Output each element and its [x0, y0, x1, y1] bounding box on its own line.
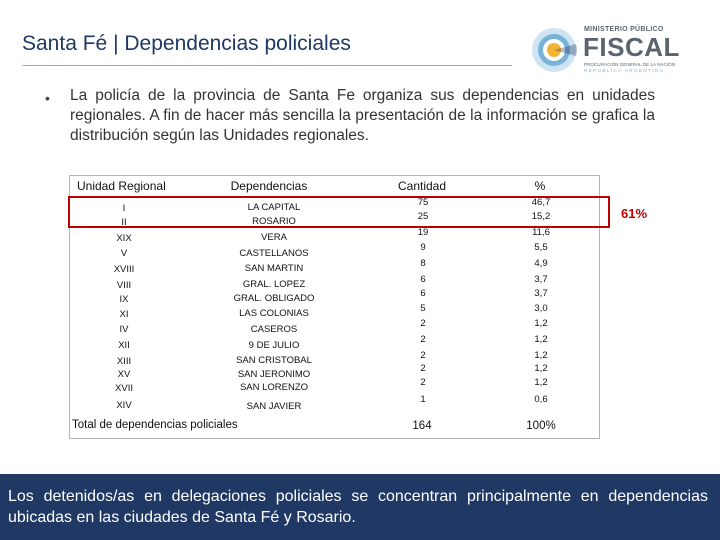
cell-porcentaje: 3,0	[534, 303, 548, 314]
cell-porcentaje: 1,2	[534, 350, 548, 361]
cell-unidad: IX	[119, 294, 129, 305]
logo-line-3: PROCURACIÓN GENERAL DE LA NACIÓN	[584, 62, 675, 67]
cell-cantidad: 8	[420, 258, 426, 269]
cell-unidad: XV	[117, 369, 131, 380]
cell-cantidad: 6	[420, 288, 426, 299]
logo-line-4: REPÚBLICA ARGENTINA	[584, 68, 665, 73]
cell-cantidad: 2	[420, 377, 426, 388]
cell-dependencia: CASTELLANOS	[239, 248, 309, 259]
footer-text: Los detenidos/as en delegaciones policiales se concentran principalmente en dependencias ubicadas en las ciudades de Santa Fé y Rosario.	[8, 488, 708, 526]
cell-porcentaje: 46,7	[531, 197, 551, 208]
cell-dependencia: LAS COLONIAS	[239, 308, 309, 319]
cell-cantidad: 2	[420, 318, 426, 329]
cell-unidad: VIII	[116, 280, 132, 291]
header-percent: %	[534, 179, 546, 193]
cell-unidad: XII	[118, 340, 130, 351]
title-divider	[22, 65, 512, 66]
cell-porcentaje: 1,2	[534, 363, 548, 374]
cell-cantidad: 1	[420, 394, 426, 405]
cell-unidad: IV	[119, 324, 129, 335]
page-title	[22, 32, 351, 56]
cell-unidad: XVII	[115, 383, 133, 394]
cell-dependencia: GRAL. OBLIGADO	[233, 293, 315, 304]
cell-unidad: XIX	[116, 233, 132, 244]
cell-porcentaje: 4,9	[534, 258, 548, 269]
cell-dependencia: 9 DE JULIO	[248, 340, 300, 351]
header-dependencias: Dependencias	[230, 179, 308, 193]
cell-porcentaje: 5,5	[534, 242, 548, 253]
header-cantidad: Cantidad	[397, 179, 447, 193]
cell-cantidad: 6	[420, 274, 426, 285]
cell-dependencia: SAN MARTIN	[244, 263, 304, 274]
cell-porcentaje: 1,2	[534, 377, 548, 388]
cell-cantidad: 75	[417, 197, 429, 208]
footer-banner	[0, 474, 720, 540]
cell-cantidad: 19	[417, 227, 429, 238]
cell-cantidad: 9	[420, 242, 426, 253]
cell-cantidad: 25	[417, 211, 429, 222]
cell-dependencia: SAN JERONIMO	[237, 369, 311, 380]
cell-cantidad: 2	[420, 334, 426, 345]
total-count: 164	[412, 420, 432, 432]
fiscal-logo	[528, 20, 698, 80]
cell-unidad: I	[122, 203, 126, 214]
cell-porcentaje: 3,7	[534, 274, 548, 285]
cell-dependencia: SAN CRISTOBAL	[236, 355, 312, 366]
cell-porcentaje: 1,2	[534, 334, 548, 345]
cell-dependencia: ROSARIO	[252, 216, 296, 227]
cell-dependencia: SAN JAVIER	[246, 401, 302, 412]
title-separator: |	[113, 32, 119, 55]
cell-unidad: XIII	[116, 356, 132, 367]
cell-cantidad: 5	[420, 303, 426, 314]
bullet-marker: •	[45, 90, 50, 106]
cell-unidad: II	[121, 217, 127, 228]
cell-dependencia: GRAL. LOPEZ	[242, 279, 306, 290]
cell-unidad: XI	[119, 309, 129, 320]
percent-callout: 61%	[621, 206, 648, 221]
intro-paragraph: La policía de la provincia de Santa Fe organiza sus dependencias en unidades regionales. A fin de hacer más sencilla la presentación de la información se grafica la distribución según las Unidades regionales.	[70, 87, 655, 144]
cell-dependencia: LA CAPITAL	[247, 202, 301, 213]
highlight-box	[68, 196, 610, 228]
cell-unidad: V	[120, 248, 128, 259]
cell-dependencia: CASEROS	[250, 324, 298, 335]
title-main: Santa Fé	[22, 32, 108, 55]
header-unidad-regional: Unidad Regional	[77, 179, 166, 193]
sun-emblem-icon	[530, 26, 578, 74]
cell-dependencia: SAN LORENZO	[239, 382, 309, 393]
cell-cantidad: 2	[420, 350, 426, 361]
cell-unidad: XIV	[116, 400, 132, 411]
logo-line-1: MINISTERIO PÚBLICO	[584, 26, 664, 33]
cell-porcentaje: 1,2	[534, 318, 548, 329]
cell-unidad: XVIII	[113, 264, 135, 275]
cell-cantidad: 2	[420, 363, 426, 374]
total-label: Total de dependencias policiales	[72, 419, 238, 431]
cell-porcentaje: 3,7	[534, 288, 548, 299]
total-percent: 100%	[526, 420, 556, 432]
cell-porcentaje: 11,6	[532, 227, 550, 238]
title-rest: Dependencias policiales	[124, 32, 351, 55]
logo-line-2: FISCAL	[583, 32, 680, 62]
cell-dependencia: VERA	[261, 232, 287, 243]
cell-porcentaje: 0,6	[534, 394, 548, 405]
cell-porcentaje: 15,2	[531, 211, 551, 222]
